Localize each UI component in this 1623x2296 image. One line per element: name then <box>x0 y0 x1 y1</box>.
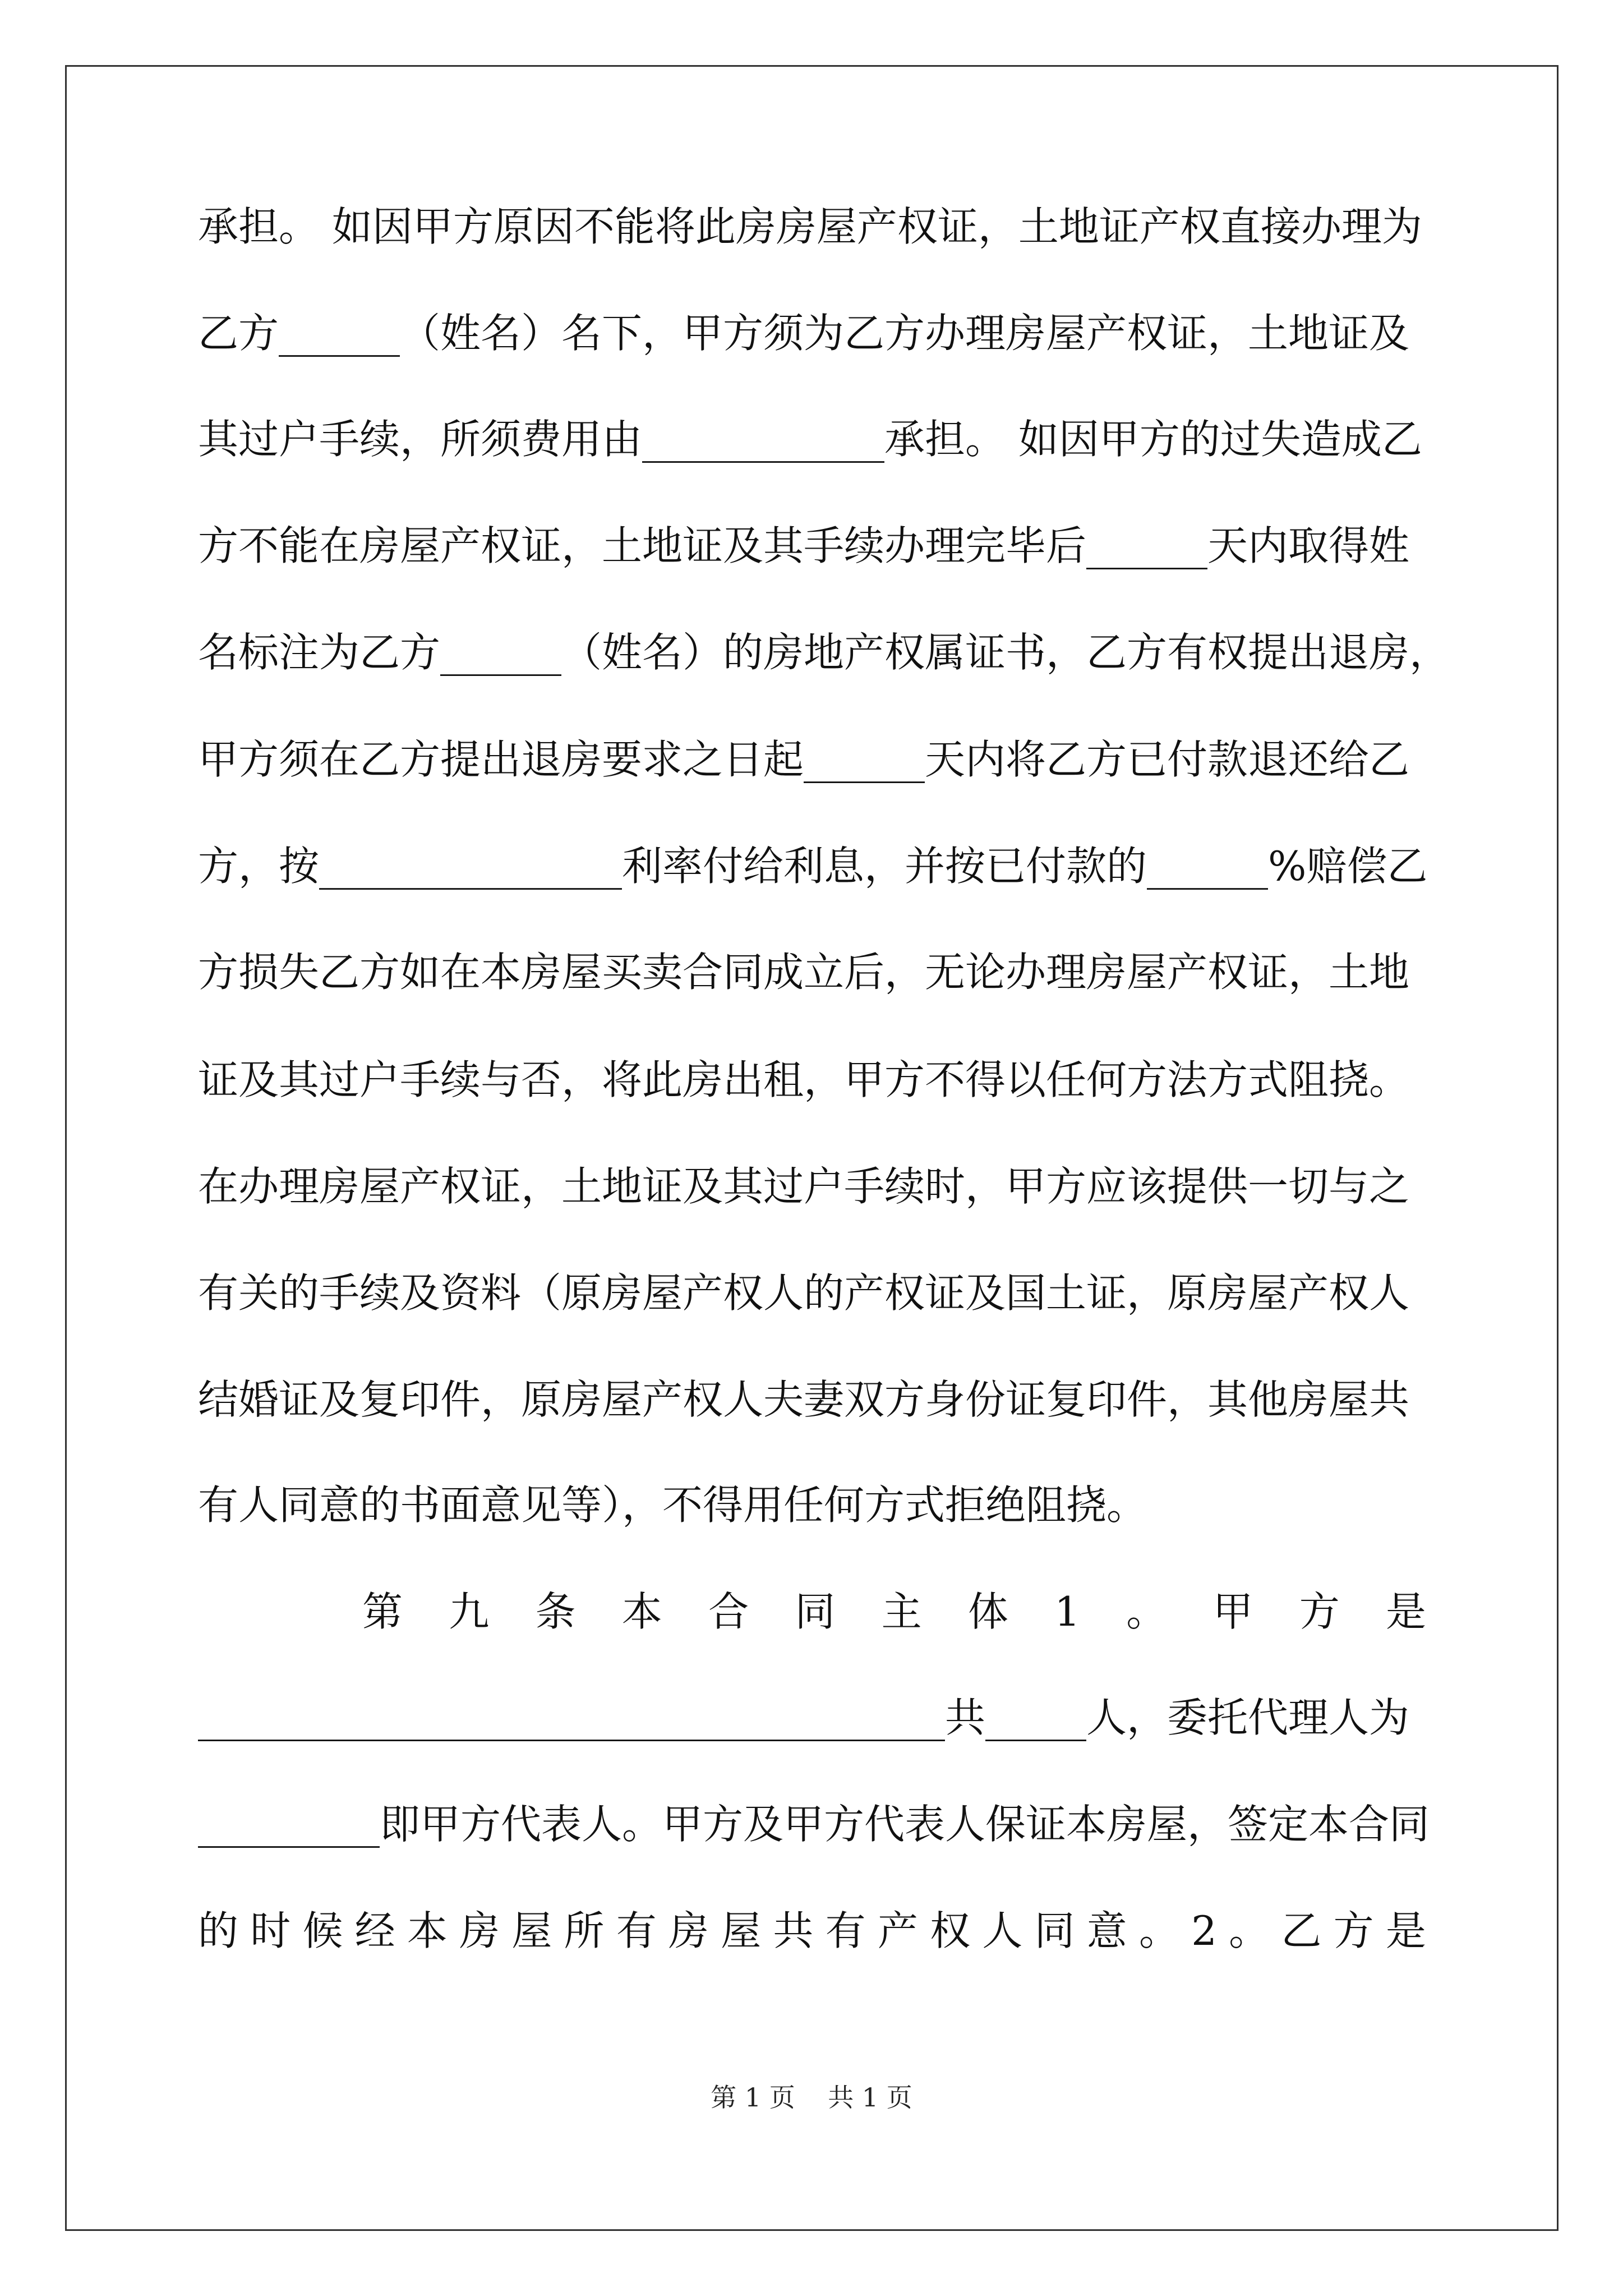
article-9-line-4 <box>198 1903 1426 1959</box>
article-9-line-4-char: 。 <box>1138 1907 1179 1954</box>
article-9-heading-char: 是 <box>1385 1588 1426 1635</box>
article-9-heading-char: 合 <box>708 1588 749 1635</box>
article-9-heading-char: 第 <box>362 1588 403 1635</box>
article-9-heading-char: 本 <box>621 1588 662 1635</box>
article-9-line-4-char: 候 <box>302 1907 343 1954</box>
article-9-line-4-char: 同 <box>1034 1907 1075 1954</box>
article-9-line-4-char: 所 <box>564 1907 605 1954</box>
article-9-line-4-char: 人 <box>982 1907 1023 1954</box>
page-footer: 第 1 页 共 1 页 <box>711 2082 912 2113</box>
article-9-heading-char: 主 <box>881 1588 922 1635</box>
article-9-heading-char: 甲 <box>1212 1588 1253 1635</box>
article-9-line-4-char: 方 <box>1333 1907 1374 1954</box>
body-text-line-9: 证及其过户手续与否，将此房出租，甲方不得以任何方法方式阻挠。 <box>198 1056 1410 1103</box>
article-9-heading-char: 条 <box>535 1588 576 1635</box>
article-9-line-4-char: 产 <box>877 1907 918 1954</box>
article-9-line-4-char: 本 <box>407 1907 448 1954</box>
body-text-line-2: 乙方______（姓名）名下，甲方须为乙方办理房屋产权证，土地证及 <box>198 310 1410 357</box>
article-9-line-4-char: 房 <box>668 1907 709 1954</box>
body-text-line-5: 名标注为乙方______（姓名）的房地产权属证书，乙方有权提出退房， <box>198 629 1450 676</box>
article-9-line-4-char: 2 <box>1191 1907 1217 1954</box>
article-9-line-4-char: 是 <box>1385 1907 1426 1954</box>
article-9-line-4-char: 经 <box>354 1907 395 1954</box>
body-text-line-11: 有关的手续及资料（原房屋产权人的产权证及国土证，原房屋产权人 <box>198 1269 1410 1317</box>
article-9-heading-char: 。 <box>1126 1588 1167 1635</box>
body-text-line-12: 结婚证及复印件，原房屋产权人夫妻双方身份证复印件，其他房屋共 <box>198 1376 1410 1423</box>
body-text-line-7: 方，按_______________利率付给利息，并按已付款的______%赔偿乙 <box>198 843 1428 890</box>
article-9-heading-char: 九 <box>449 1588 490 1635</box>
article-9-line-2: _____________________________________共_____人，委托代理人为 <box>198 1694 1410 1741</box>
article-9-line-4-char: 有 <box>825 1907 866 1954</box>
article-9-line-4-char: 乙 <box>1281 1907 1322 1954</box>
article-9-line-4-char: 屋 <box>511 1907 552 1954</box>
article-9-heading-char: 体 <box>967 1588 1008 1635</box>
article-9-heading <box>362 1584 1426 1640</box>
body-text-line-10: 在办理房屋产权证，土地证及其过户手续时，甲方应该提供一切与之 <box>198 1163 1410 1210</box>
article-9-heading-char: 同 <box>795 1588 836 1635</box>
article-9-line-4-char: 意 <box>1086 1907 1127 1954</box>
body-text-line-8: 方损失乙方如在本房屋买卖合同成立后，无论办理房屋产权证，土地 <box>198 949 1410 996</box>
article-9-line-3: _________即甲方代表人。甲方及甲方代表人保证本房屋，签定本合同 <box>198 1801 1430 1848</box>
article-9-heading-char: 方 <box>1299 1588 1340 1635</box>
article-9-line-4-char: 时 <box>250 1907 291 1954</box>
article-9-line-4-char: 权 <box>930 1907 971 1954</box>
article-9-line-4-char: 屋 <box>721 1907 762 1954</box>
body-text-line-1: 承担。 如因甲方原因不能将此房房屋产权证，土地证产权直接办理为 <box>198 203 1422 250</box>
article-9-line-4-char: 房 <box>459 1907 500 1954</box>
article-9-heading-char: 1 <box>1054 1588 1080 1635</box>
article-9-line-4-char: 的 <box>198 1907 239 1954</box>
body-text-line-4: 方不能在房屋产权证，土地证及其手续办理完毕后______天内取得姓 <box>198 522 1410 569</box>
article-9-line-4-char: 。 <box>1229 1907 1270 1954</box>
body-text-line-6: 甲方须在乙方提出退房要求之日起______天内将乙方已付款退还给乙 <box>198 736 1410 783</box>
body-text-line-13: 有人同意的书面意见等），不得用任何方式拒绝阻挠。 <box>198 1481 1147 1529</box>
article-9-line-4-char: 共 <box>773 1907 814 1954</box>
article-9-line-4-char: 有 <box>616 1907 657 1954</box>
body-text-line-3: 其过户手续，所须费用由____________承担。 如因甲方的过失造成乙 <box>198 416 1422 463</box>
